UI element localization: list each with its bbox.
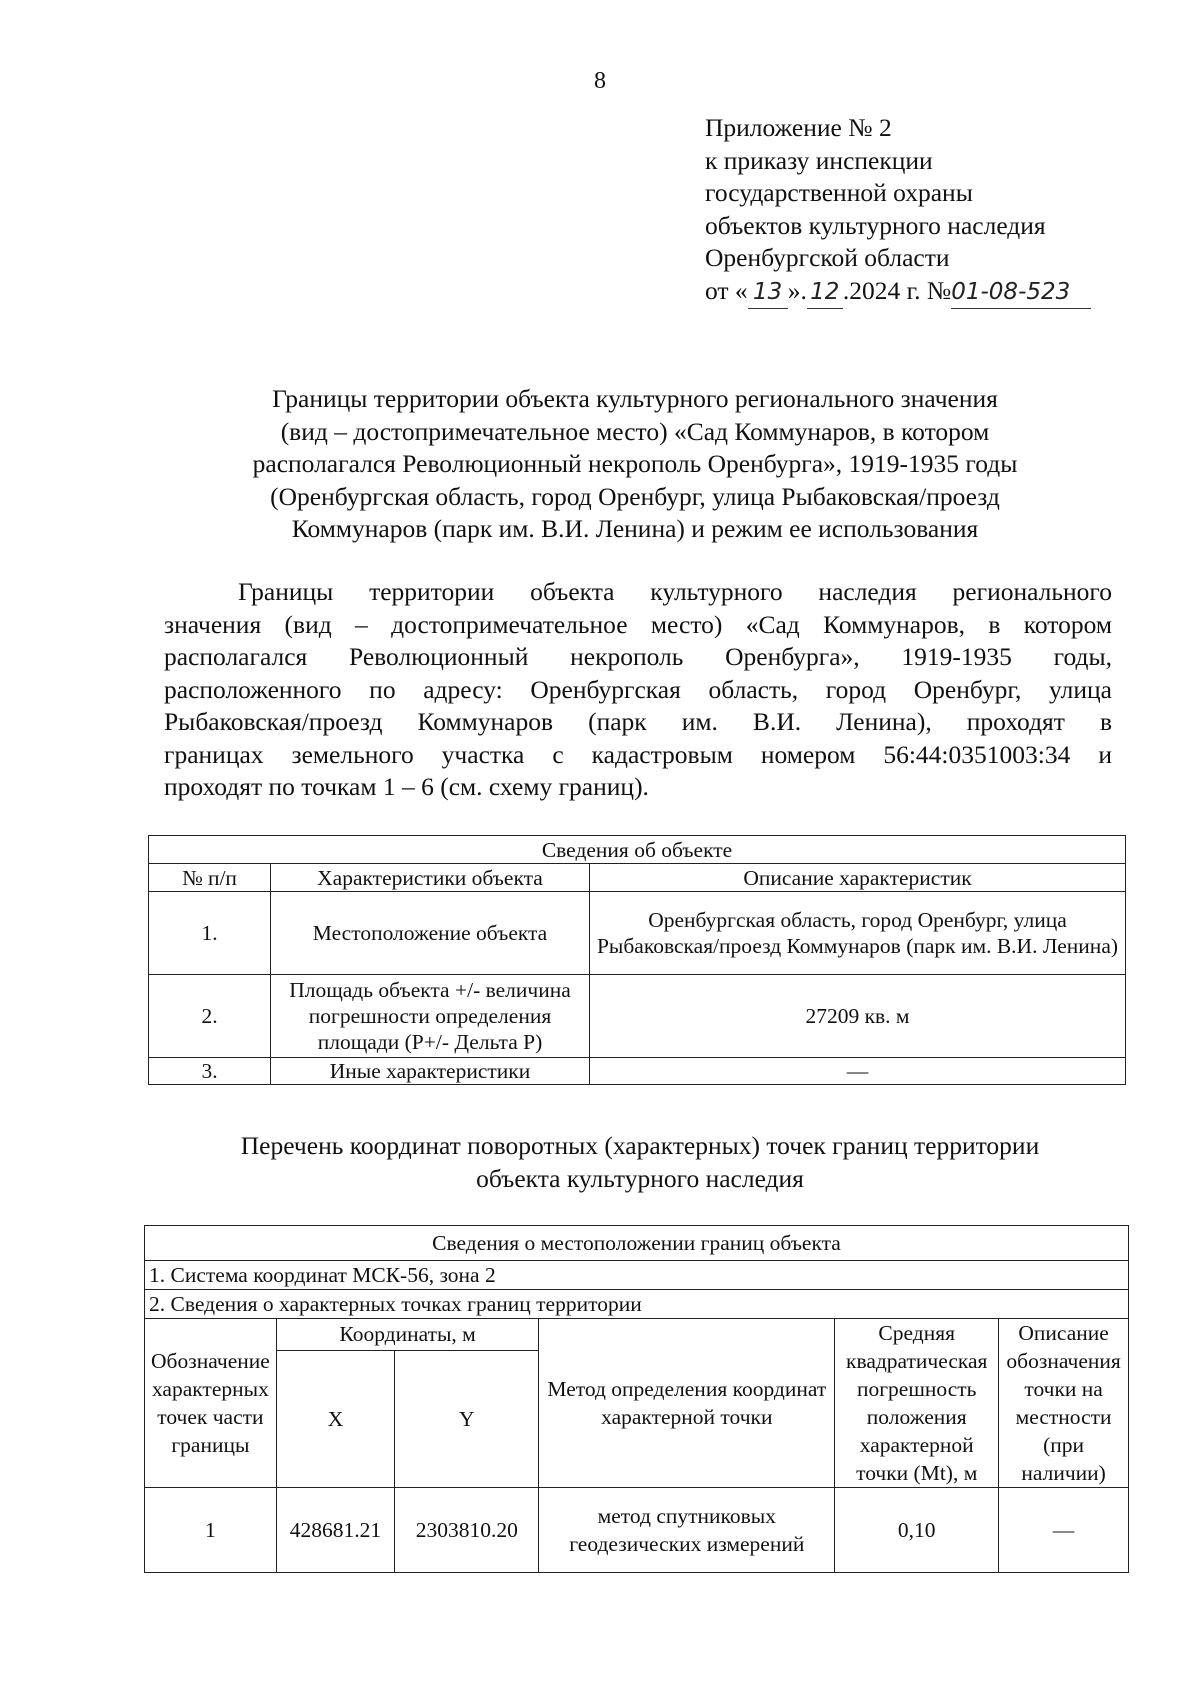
- header-description: Описание характеристик: [590, 864, 1126, 892]
- appendix-line: Оренбургской области: [705, 243, 950, 272]
- appendix-line: государственной охраны: [705, 178, 973, 207]
- col-method-header: Метод определения координат характерной точки: [539, 1319, 835, 1488]
- coord-system: 1. Система координат МСК-56, зона 2: [145, 1261, 1129, 1290]
- title-line: Границы территории объекта культурного регионального значения: [272, 384, 998, 413]
- table-row: [149, 892, 1126, 975]
- header-num: № п/п: [149, 864, 271, 892]
- row-num: 2.: [149, 975, 271, 1058]
- title-line: (Оренбургская область, город Оренбург, улица Рыбаковская/проезд: [270, 481, 1000, 511]
- section-title-line: объекта культурного наследия: [476, 1163, 804, 1193]
- appendix-line: Приложение № 2: [705, 113, 892, 142]
- intro-line: границах земельного участка с кадастровым номером 56:44:0351003:34 и: [164, 739, 1112, 769]
- row-characteristic: Местоположение объекта: [271, 892, 590, 975]
- order-number-handwritten: 01-08-523: [951, 276, 1091, 310]
- table-row: [149, 975, 1126, 1058]
- x-cell: 428681.21: [276, 1488, 394, 1573]
- title-line: Коммунаров (парк им. В.И. Ленина) и режим ее использования: [291, 514, 979, 543]
- appendix-line: объектов культурного наследия: [705, 210, 1046, 240]
- row-description: 27209 кв. м: [590, 975, 1126, 1058]
- coordinates-table: [144, 1225, 1129, 1573]
- date-day-handwritten: 13: [748, 276, 788, 310]
- page-number: 8: [594, 68, 606, 94]
- intro-line: проходят по точкам 1 – 6 (см. схему границ).: [164, 772, 649, 801]
- intro-line: Рыбаковская/проезд Коммунаров (парк им. В.И. Ленина), проходят в: [164, 707, 1112, 736]
- intro-line: Границы территории объекта культурного наследия регионального: [238, 577, 1112, 606]
- header-characteristic: Характеристики объекта: [271, 864, 590, 892]
- table-row: [145, 1488, 1129, 1573]
- row-description: —: [590, 1058, 1126, 1085]
- col-error-header: Средняя квадратическая погрешность положения характерной точки (Mt), м: [835, 1319, 999, 1488]
- row-num: 3.: [149, 1058, 271, 1085]
- col-y-header: Y: [395, 1350, 539, 1487]
- intro-line: располагался Революционный некрополь Оренбурга», 1919-1935 годы,: [164, 642, 1112, 671]
- table-row: [149, 1058, 1126, 1085]
- row-description: Оренбургская область, город Оренбург, улица Рыбаковская/проезд Коммунаров (парк им. В.И. Ленина): [590, 892, 1126, 975]
- row-characteristic: Площадь объекта +/- величина погрешности определения площади (Р+/- Дельта Р): [271, 975, 590, 1058]
- object-info-table: [148, 835, 1126, 1085]
- intro-line: значения (вид – достопримечательное место) «Сад Коммунаров, в котором: [164, 609, 1112, 639]
- col-point-header: Обозначение характерных точек части границы: [145, 1319, 277, 1488]
- point-cell: 1: [145, 1488, 277, 1573]
- date-year: .2024 г. №: [842, 275, 952, 305]
- points-info: 2. Сведения о характерных точках границ территории: [145, 1290, 1129, 1319]
- appendix-header: [705, 112, 1091, 309]
- row-num: 1.: [149, 892, 271, 975]
- error-cell: 0,10: [835, 1488, 999, 1573]
- section-coordinates-title: [150, 1130, 1130, 1195]
- section-title-line: Перечень координат поворотных (характерных) точек границ территории: [240, 1131, 1040, 1160]
- col-desc-header: Описание обозначения точки на местности (при наличии): [999, 1319, 1129, 1488]
- row-characteristic: Иные характеристики: [271, 1058, 590, 1085]
- coord-table-caption: Сведения о местоположении границ объекта: [145, 1226, 1129, 1261]
- method-cell: метод спутниковых геодезических измерений: [539, 1488, 835, 1573]
- col-x-header: X: [276, 1350, 394, 1487]
- intro-line: расположенного по адресу: Оренбургская область, город Оренбург, улица: [164, 674, 1112, 704]
- object-table-caption: Сведения об объекте: [149, 836, 1126, 864]
- title-line: располагался Революционный некрополь Оренбурга», 1919-1935 годы: [252, 449, 1018, 478]
- document-title: [190, 383, 1080, 546]
- date-prefix: от «: [705, 275, 748, 305]
- appendix-line: к приказу инспекции: [705, 145, 933, 175]
- appendix-date-line: [705, 275, 1091, 310]
- col-coords-header: Координаты, м: [276, 1319, 539, 1351]
- date-month-handwritten: 12: [807, 276, 843, 310]
- y-cell: 2303810.20: [395, 1488, 539, 1573]
- title-line: (вид – достопримечательное место) «Сад Коммунаров, в котором: [280, 416, 990, 446]
- date-mid: ».: [787, 275, 807, 305]
- desc-cell: —: [999, 1488, 1129, 1573]
- intro-paragraph: [164, 576, 1112, 804]
